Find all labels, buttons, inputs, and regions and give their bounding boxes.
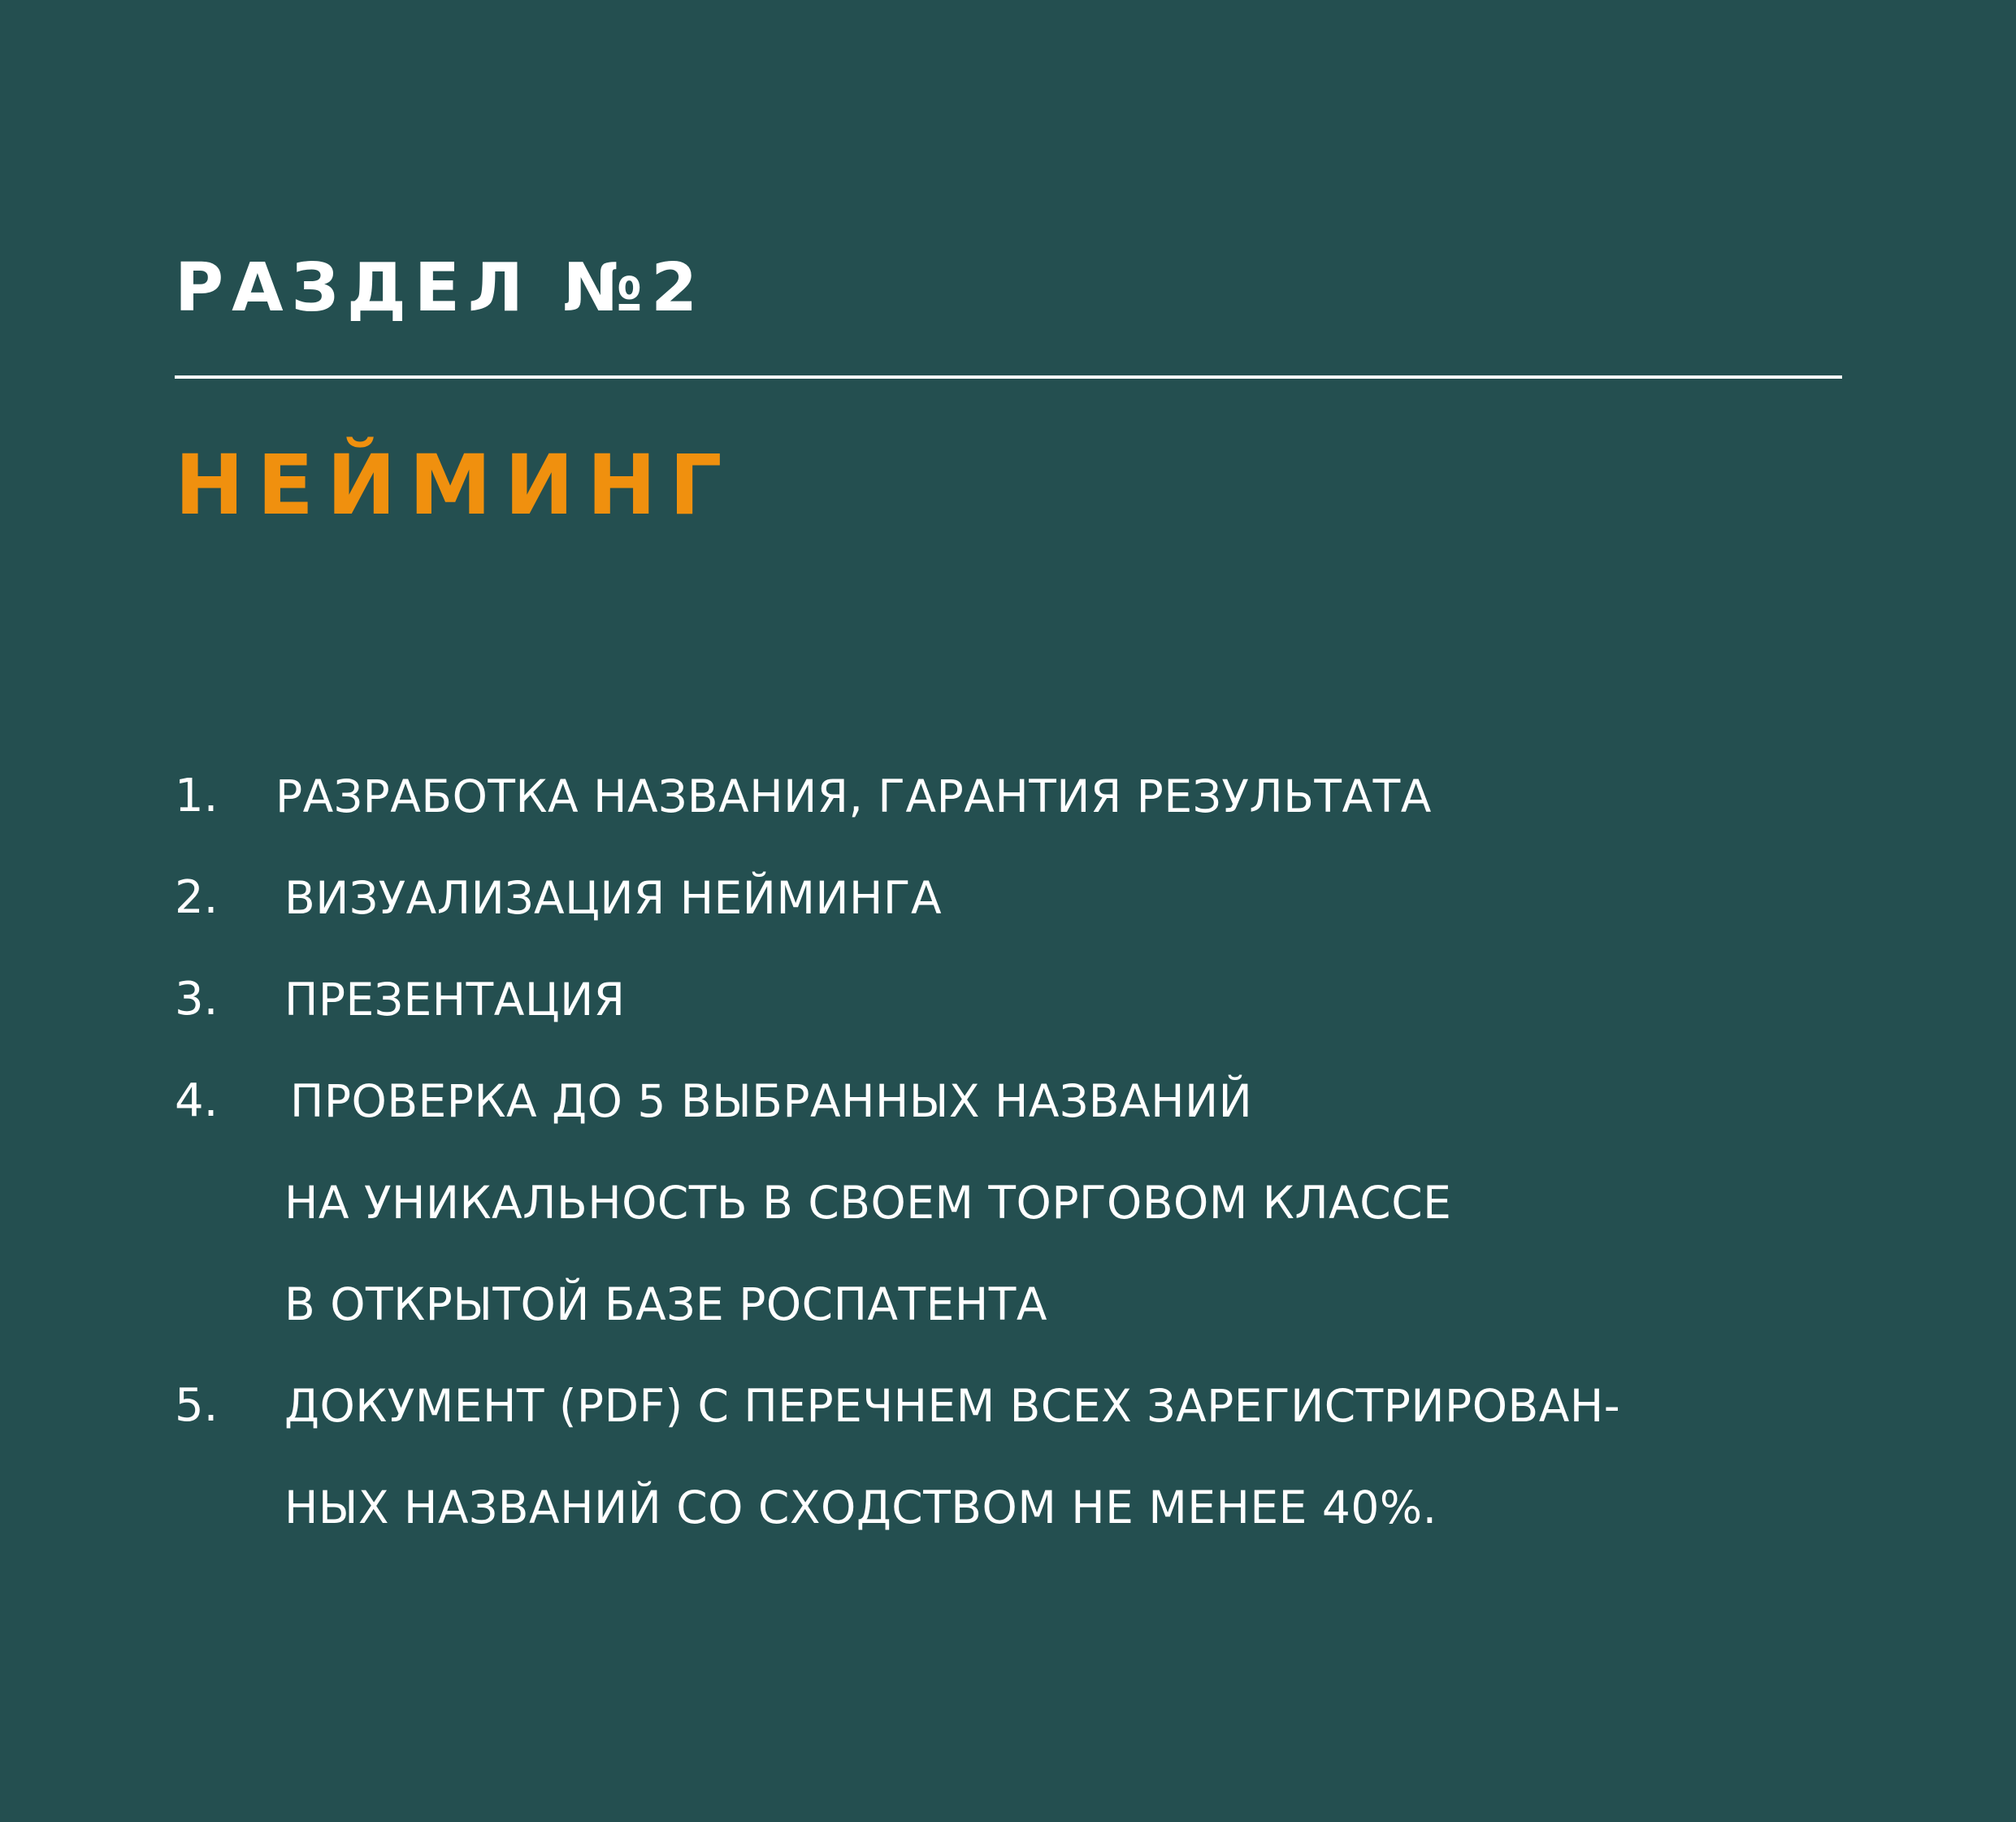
section-label: РАЗДЕЛ №2: [175, 249, 706, 327]
service-item-number: 3.: [175, 973, 219, 1026]
service-item-text: ПРЕЗЕНТАЦИЯ: [284, 974, 626, 1026]
service-item-number: 2.: [175, 871, 219, 924]
service-item-text: РАЗРАБОТКА НАЗВАНИЯ, ГАРАНТИЯ РЕЗУЛЬТАТА: [275, 770, 1432, 822]
service-item-number: 1.: [175, 770, 219, 822]
service-item-text: ВИЗУАЛИЗАЦИЯ НЕЙМИНГА: [284, 872, 943, 924]
service-list: [175, 0, 1881, 1822]
service-item-text: ДОКУМЕНТ (PDF) С ПЕРЕЧНЕМ ВСЕХ ЗАРЕГИСТРИРОВАН-: [284, 1380, 1621, 1432]
service-item-text: В ОТКРЫТОЙ БАЗЕ РОСПАТЕНТА: [284, 1278, 1047, 1330]
service-item-number: 5.: [175, 1379, 219, 1432]
section-title: НЕЙМИНГ: [175, 437, 735, 534]
service-item-text: ПРОВЕРКА ДО 5 ВЫБРАННЫХ НАЗВАНИЙ: [290, 1075, 1253, 1127]
service-item-text: НА УНИКАЛЬНОСТЬ В СВОЕМ ТОРГОВОМ КЛАССЕ: [284, 1177, 1452, 1229]
service-item-text: НЫХ НАЗВАНИЙ СО СХОДСТВОМ НЕ МЕНЕЕ 40%.: [284, 1481, 1437, 1534]
service-item-number: 4.: [175, 1074, 219, 1127]
